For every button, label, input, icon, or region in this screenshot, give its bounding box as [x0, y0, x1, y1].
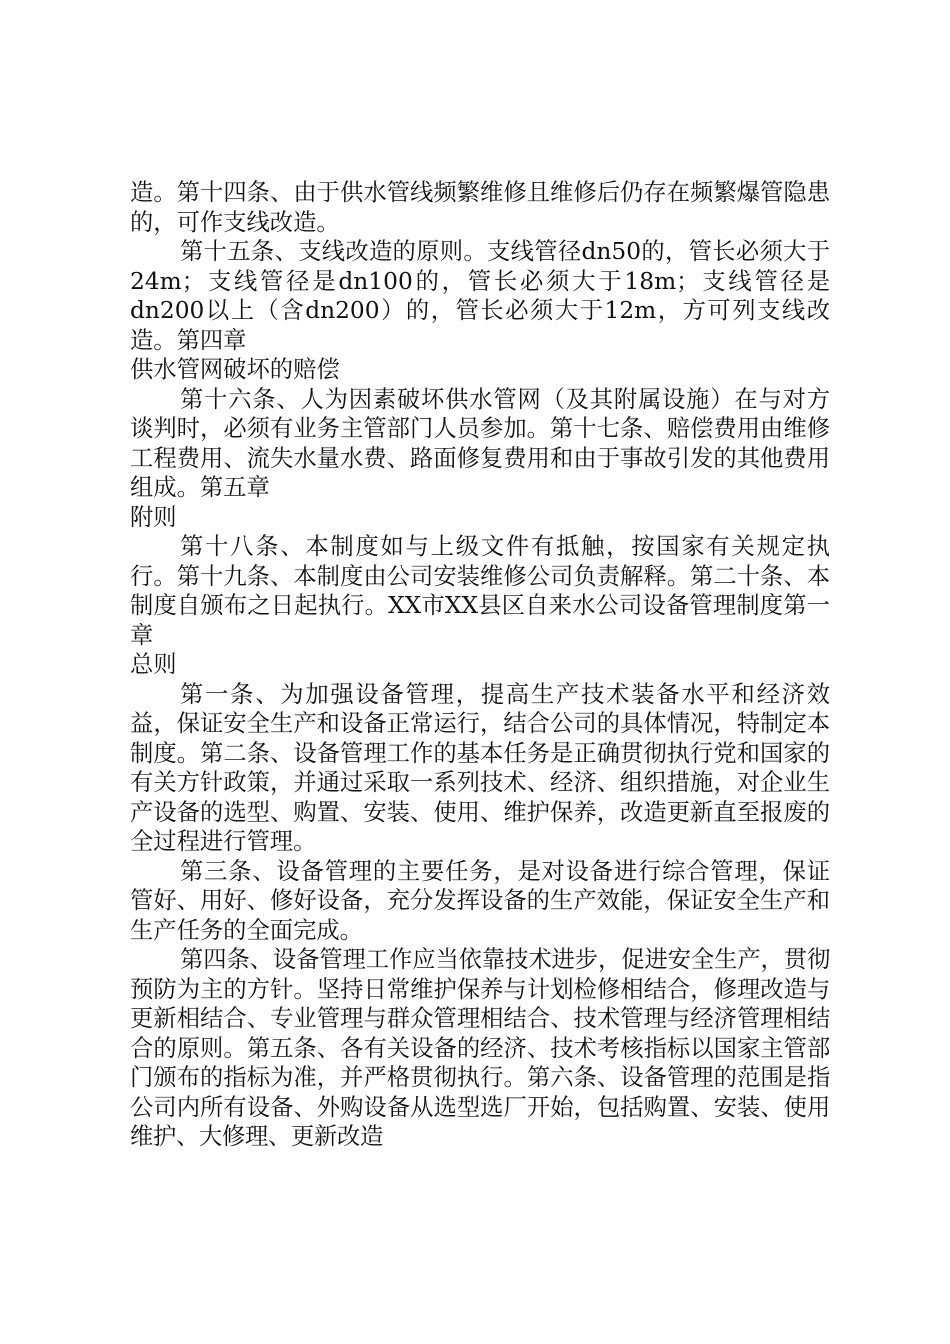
- paragraph-article-15: 第十五条、支线改造的原则。支线管径dn50的，管长必须大于24m；支线管径是dn100的，管长必须大于18m；支线管径是dn200以上（含dn200）的，管长必须大于12m，方可列支线改造。第四章: [130, 238, 830, 354]
- paragraph-article-1-2: 第一条、为加强设备管理，提高生产技术装备水平和经济效益，保证安全生产和设备正常运行，结合公司的具体情况，特制定本制度。第二条、设备管理工作的基本任务是正确贯彻执行党和国家的有关方针政策，并通过采取一系列技术、经济、组织措施，对企业生产设备的选型、购置、安装、使用、维护保养，改造更新直至报废的全过程进行管理。: [130, 680, 830, 855]
- paragraph-article-18-20: 第十八条、本制度如与上级文件有抵触，按国家有关规定执行。第十九条、本制度由公司安装维修公司负责解释。第二十条、本制度自颁布之日起执行。XX市XX县区自来水公司设备管理制度第一章: [130, 533, 830, 649]
- paragraph-article-4-6: 第四条、设备管理工作应当依靠技术进步，促进安全生产，贯彻预防为主的方针。坚持日常维护保养与计划检修相结合，修理改造与更新相结合、专业管理与群众管理相结合、技术管理与经济管理相结合的原则。第五条、各有关设备的经济、技术考核指标以国家主管部门颁布的指标为准，并严格贯彻执行。第六条、设备管理的范围是指公司内所有设备、外购设备从选型选厂开始，包括购置、安装、使用维护、大修理、更新改造: [130, 946, 830, 1150]
- chapter-heading-supplementary: 附则: [130, 503, 177, 531]
- paragraph-article-3: 第三条、设备管理的主要任务，是对设备进行综合管理，保证管好、用好、修好设备，充分发挥设备的生产效能，保证安全生产和生产任务的全面完成。: [130, 857, 830, 944]
- document-body: [130, 178, 830, 1152]
- paragraph-article-14-continued: 造。第十四条、由于供水管线频繁维修且维修后仍存在频繁爆管隐患的，可作支线改造。: [130, 179, 830, 236]
- paragraph-article-16-17: 第十六条、人为因素破坏供水管网（及其附属设施）在与对方谈判时，必须有业务主管部门人员参加。第十七条、赔偿费用由维修工程费用、流失水量水费、路面修复费用和由于事故引发的其他费用组成。第五章: [130, 385, 830, 501]
- chapter-heading-general: 总则: [130, 651, 177, 678]
- chapter-heading-compensation: 供水管网破坏的赔偿: [130, 356, 340, 383]
